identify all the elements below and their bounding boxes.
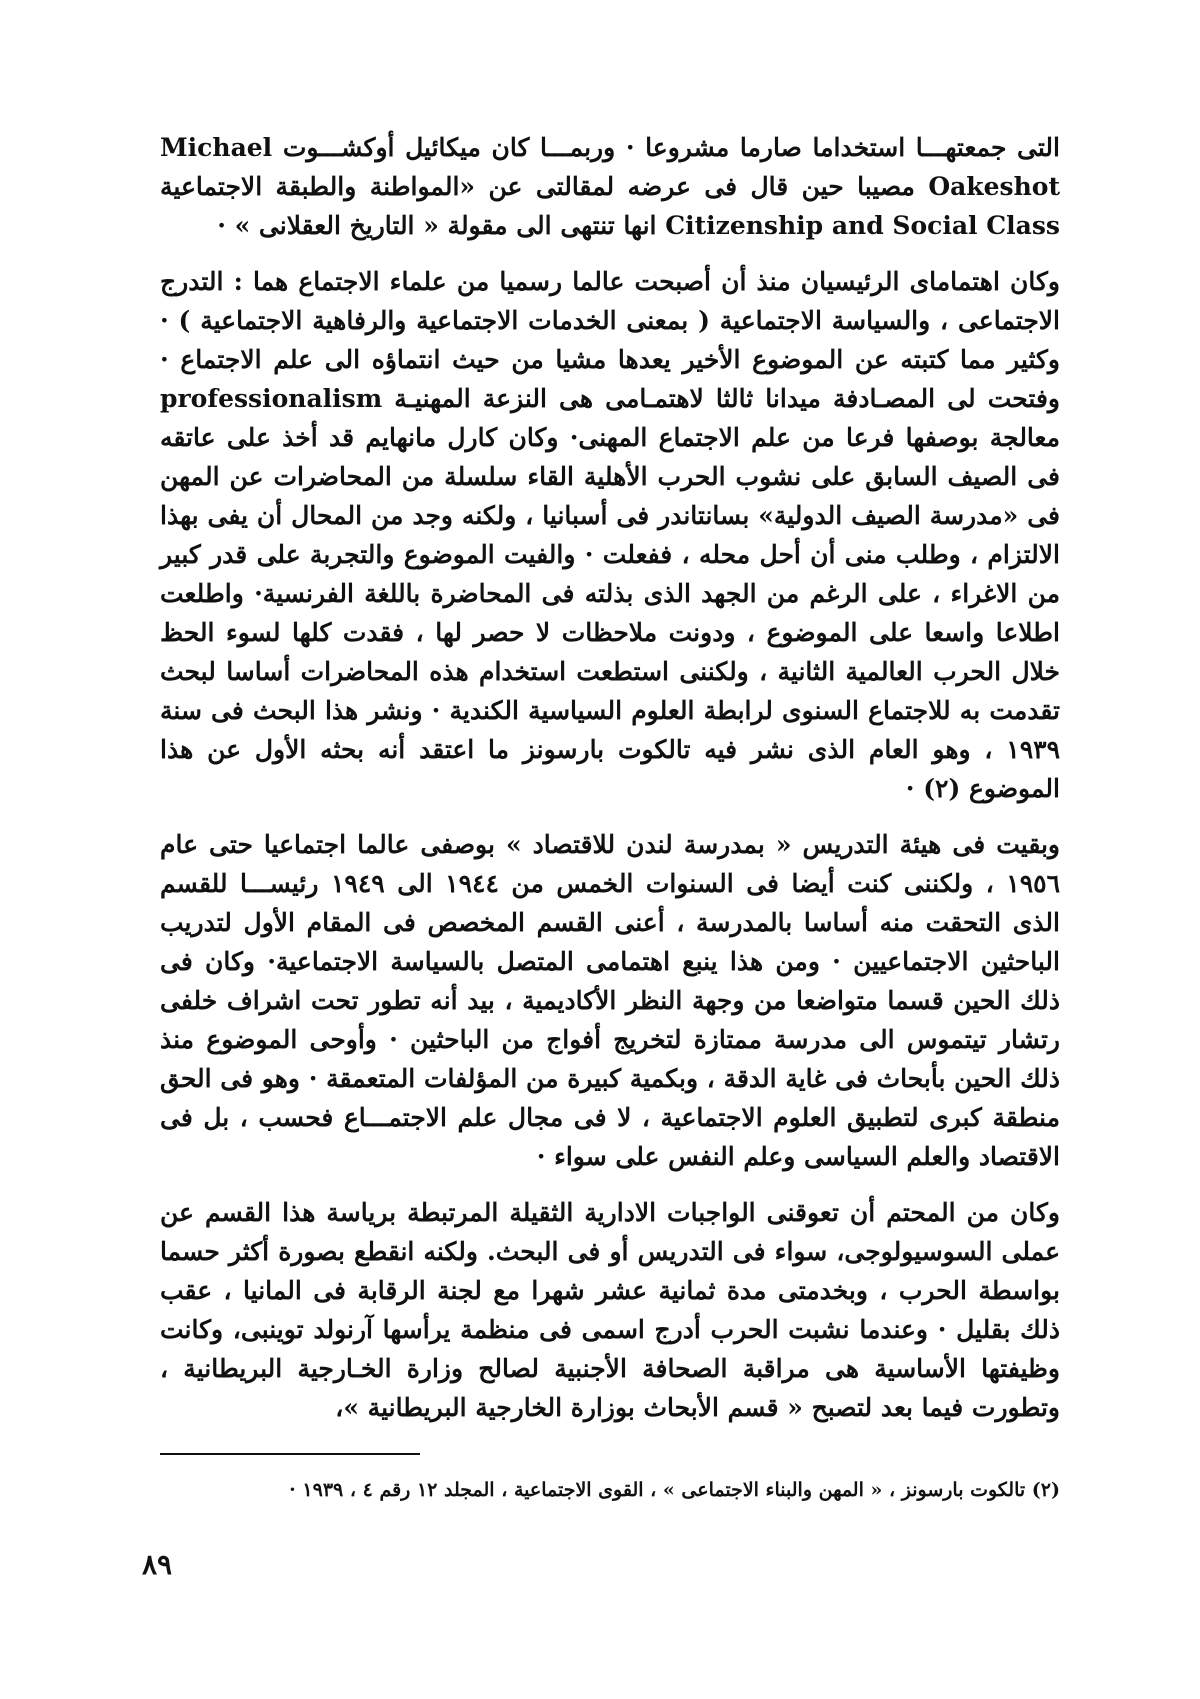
footnote: (٢) تالكوت بارسونز ، « المهن والبناء الاجتماعى » ، القوى الاجتماعية ، المجلد ١٢ رقم ٤ ، ١٩٣٩ · xyxy=(289,1479,1060,1501)
page-number: ٨٩ xyxy=(142,1548,173,1581)
page-body xyxy=(160,128,1060,1526)
paragraph-3: وبقيت فى هيئة التدريس « بمدرسة لندن للاقتصاد » بوصفى عالما اجتماعيا حتى عام ١٩٥٦ ، ولكننى كنت أيضا فى السنوات الخمس من ١٩٤٤ الى ١٩٤٩ رئيســـا للقسم الذى التحقت منه أساسا بالمدرسة ، أعنى القسم المخصص فى المقام الأول لتدريب الباحثين الاجتماعيين · ومن هذا ينبع اهتمامى المتصل بالسياسة الاجتماعية· وكان فى ذلك الحين قسما متواضعا من وجهة النظر الأكاديمية ، بيد أنه تطور تحت اشراف خلفى رتشار تيتموس الى مدرسة ممتازة لتخريج أفواج من الباحثين · وأوحى الموضوع منذ ذلك الحين بأبحاث فى غاية الدقة ، وبكمية كبيرة من المؤلفات المتعمقة · وهو فى الحق منطقة كبرى لتطبيق العلوم الاجتماعية ، لا فى مجال علم الاجتمـــاع فحسب ، بل فى الاقتصاد والعلم السياسى وعلم النفس على سواء · xyxy=(160,830,1061,1171)
paragraph-4: وكان من المحتم أن تعوقنى الواجبات الادارية الثقيلة المرتبطة برياسة هذا القسم عن عملى السوسيولوجى، سواء فى التدريس أو فى البحث. ولكنه انقطع بصورة أكثر حسما بواسطة الحرب ، وبخدمتى مدة ثمانية عشر شهرا مع لجنة الرقابة فى المانيا ، عقب ذلك بقليل · وعندما نشبت الحرب أدرج اسمى فى منظمة يرأسها آرنولد توينبى، وكانت وظيفتها الأساسية هى مراقبة الصحافة الأجنبية لصالح وزارة الخـارجية البريطانية ، وتطورت فيما بعد لتصبح « قسم الأبحاث بوزارة الخارجية البريطانية »، xyxy=(160,1198,1060,1422)
paragraph-1: التى جمعتهـــا استخداما صارما مشروعا · وربمـــا كان ميكائيل أوكشـــوت Michael Oakeshot مصيبا حين قال فى عرضه لمقالتى عن «المواطنة والطبقة الاجتماعية Citizenship and Social Class انها تنتهى الى مقولة « التاريخ العقلانى » · xyxy=(160,133,1060,240)
footnote-divider xyxy=(160,1453,420,1455)
paragraph-2: وكان اهتماماى الرئيسيان منذ أن أصبحت عالما رسميا من علماء الاجتماع هما : التدرج الاجتماعى ، والسياسة الاجتماعية ( بمعنى الخدمات الاجتماعية والرفاهية الاجتماعية ) · وكثير مما كتبته عن الموضوع الأخير يعدها مشيا من حيث انتماؤه الى علم الاجتماع · وفتحت لى المصـادفة ميدانا ثالثا لاهتمـامى هى النزعة المهنيـة professionalism معالجة بوصفها فرعا من علم الاجتماع المهنى· وكان كارل مانهايم قد أخذ على عاتقه فى الصيف السابق على نشوب الحرب الأهلية القاء سلسلة من المحاضرات عن المهن فى «مدرسة الصيف الدولية» بسانتاندر فى أسبانيا ، ولكنه وجد من المحال أن يفى بهذا الالتزام ، وطلب منى أن أحل محله ، ففعلت · والفيت الموضوع والتجربة على قدر كبير من الاغراء ، على الرغم من الجهد الذى بذلته فى المحاضرة باللغة الفرنسية· واطلعت اطلاعا واسعا على الموضوع ، ودونت ملاحظات لا حصر لها ، فقدت كلها لسوء الحظ خلال الحرب العالمية الثانية ، ولكننى استطعت استخدام هذه المحاضرات أساسا لبحث تقدمت به للاجتماع السنوى لرابطة العلوم السياسية الكندية · ونشر هذا البحث فى سنة ١٩٣٩ ، وهو العام الذى نشر فيه تالكوت بارسونز ما اعتقد أنه بحثه الأول عن هذا الموضوع (٢) · xyxy=(160,267,1060,803)
